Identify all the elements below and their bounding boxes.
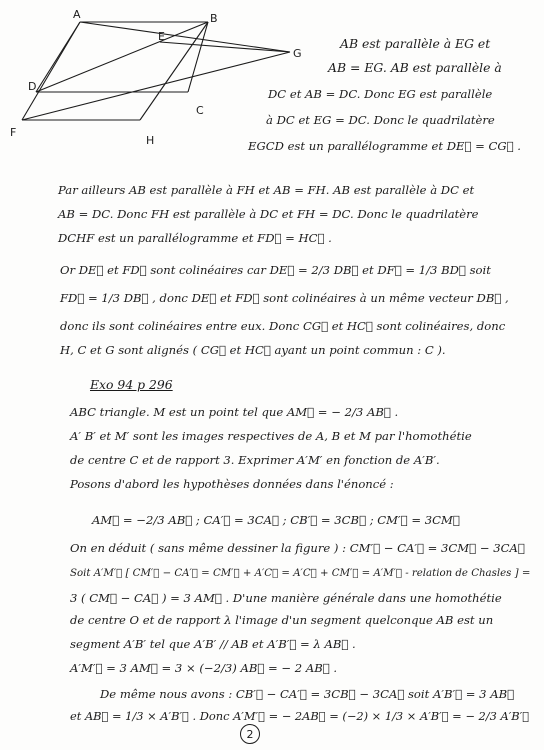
text-line: segment A′B′ tel que A′B′ // AB et A′B′⃗ = λ AB⃗ . — [70, 637, 356, 651]
label-e: E — [158, 30, 165, 43]
segment-fg — [22, 52, 290, 120]
text-line: AM⃗ = −2/3 AB⃗ ; CA′⃗ = 3CA⃗ ; CB′⃗ = 3CB⃗ ; CM′⃗ = 3CM⃗ — [92, 513, 460, 527]
text-line: DC et AB = DC. Donc EG est parallèle — [268, 87, 493, 101]
text-line: de centre O et de rapport λ l'image d'un segment quelconque AB est un — [70, 613, 494, 627]
segment-ag — [80, 22, 290, 52]
text-line: A′M′⃗ = 3 AM⃗ = 3 × (−2/3) AB⃗ = − 2 AB⃗ . — [70, 661, 338, 675]
text-line: AB = EG. AB est parallèle à — [328, 60, 502, 75]
label-c: C — [196, 104, 204, 117]
text-line: ABC triangle. M est un point tel que AM⃗ = − 2/3 AB⃗ . — [70, 405, 399, 419]
text-line: à DC et EG = DC. Donc le quadrilatère — [266, 113, 495, 127]
text-line: de centre C et de rapport 3. Exprimer A′M′ en fonction de A′B′. — [70, 453, 440, 467]
text-line: A′ B′ et M′ sont les images respectives de A, B et M par l'homothétie — [70, 429, 472, 443]
label-h: H — [146, 134, 155, 147]
text-line: et AB⃗ = 1/3 × A′B′⃗ . Donc A′M′⃗ = − 2AB⃗ = (−2) × 1/3 × A′B′⃗ = − 2/3 A′B′⃗ — [70, 709, 530, 723]
text-line: Or DE⃗ et FD⃗ sont colinéaires car DE⃗ = 2/3 DB⃗ et DF⃗ = 1/3 BD⃗ soit — [60, 263, 491, 277]
text-line: H, C et G sont alignés ( CG⃗ et HC⃗ ayant un point commun : C ). — [60, 343, 446, 357]
text-line: On en déduit ( sans même dessiner la figure ) : CM′⃗ − CA′⃗ = 3CM⃗ − 3CA⃗ — [70, 541, 525, 555]
label-d: D — [28, 80, 37, 93]
text-line: DCHF est un parallélogramme et FD⃗ = HC⃗ . — [58, 231, 332, 245]
label-a: A — [73, 8, 81, 21]
label-g: G — [293, 47, 302, 60]
text-line: EGCD est un parallélogramme et DE⃗ = CG⃗ . — [248, 139, 521, 153]
diagonal-db — [36, 22, 208, 92]
text-line: AB est parallèle à EG et — [340, 36, 491, 51]
segment-af — [22, 22, 80, 120]
label-f: F — [10, 126, 17, 139]
text-line: De même nous avons : CB′⃗ − CA′⃗ = 3CB⃗ − 3CA⃗ soit A′B′⃗ = 3 AB⃗ — [100, 687, 515, 701]
segment-eg — [160, 42, 290, 52]
text-line: Par ailleurs AB est parallèle à FH et AB = FH. AB est parallèle à DC et — [58, 183, 475, 197]
page-number: 2 — [240, 724, 260, 744]
text-line: AB = DC. Donc FH est parallèle à DC et FH = DC. Donc le quadrilatère — [58, 207, 479, 221]
text-line: Soit A′M′⃗ [ CM′⃗ − CA′⃗ = CM′⃗ + A′C⃗ = A′C⃗ + CM′⃗ = A′M′⃗ - relation de Chasles ] = — [70, 568, 531, 579]
text-line: donc ils sont colinéaires entre eux. Donc CG⃗ et HC⃗ sont colinéaires, donc — [60, 319, 506, 333]
text-line: FD⃗ = 1/3 DB⃗ , donc DE⃗ et FD⃗ sont colinéaires à un même vecteur DB⃗ , — [60, 291, 509, 305]
segment-bc — [188, 22, 208, 92]
exercise-heading: Exo 94 p 296 — [90, 377, 173, 392]
text-line: 3 ( CM⃗ − CA⃗ ) = 3 AM⃗ . D'une manière générale dans une homothétie — [70, 591, 502, 605]
text-line: Posons d'abord les hypothèses données dans l'énoncé : — [70, 477, 394, 491]
label-b: B — [210, 12, 218, 25]
